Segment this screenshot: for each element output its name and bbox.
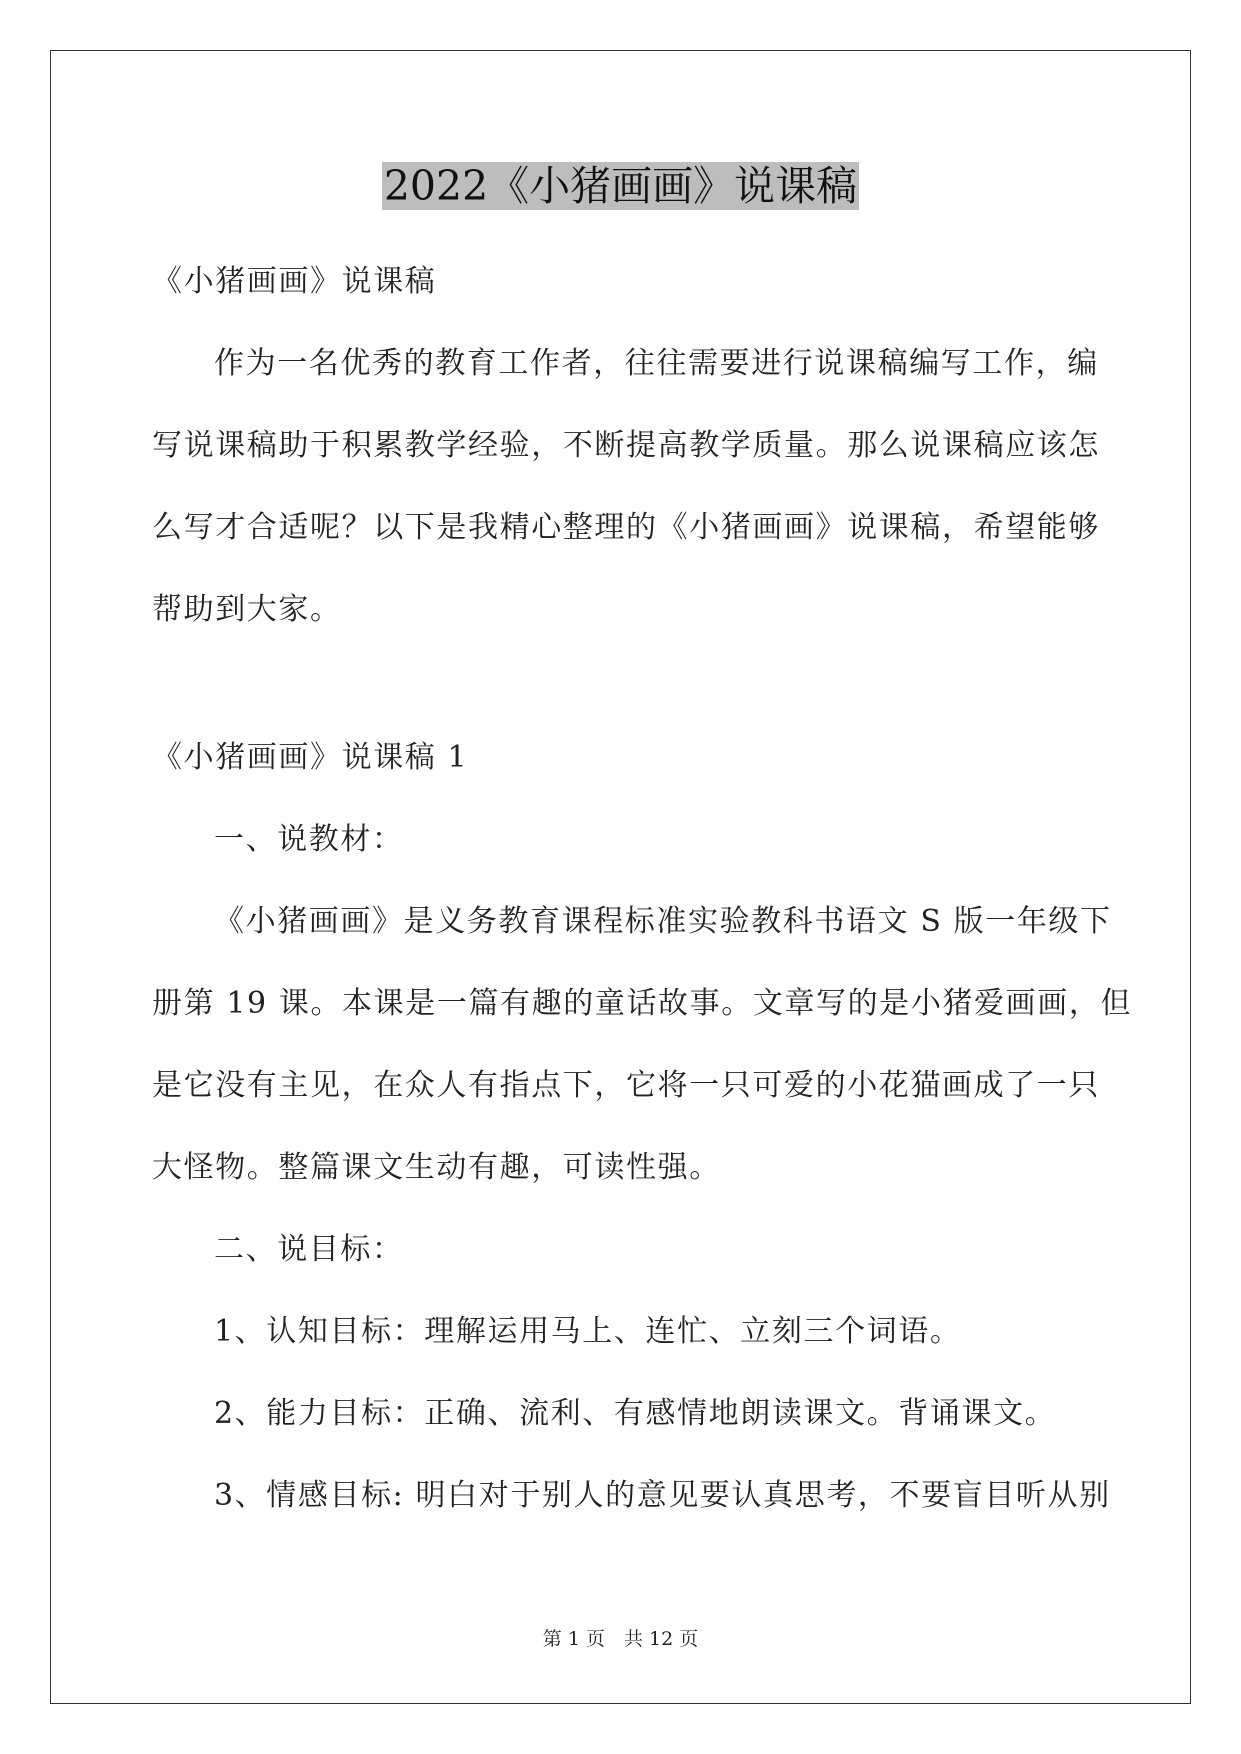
goal-item: 1、认知目标：理解运用马上、连忙、立刻三个词语。	[214, 1314, 962, 1349]
goal-item: 3、情感目标: 明白对于别人的意见要认真思考，不要盲目听从别	[214, 1478, 1111, 1513]
intro-line: 作为一名优秀的教育工作者，往往需要进行说课稿编写工作，编	[214, 346, 1099, 381]
goal-item: 2、能力目标：正确、流利、有感情地朗读课文。背诵课文。	[214, 1396, 1057, 1431]
part1-line: 《小猪画画》是义务教育课程标准实验教科书语文 S 版一年级下	[214, 904, 1112, 939]
part1-title: 一、说教材：	[214, 822, 404, 857]
part1-line: 册第 19 课。本课是一篇有趣的童话故事。文章写的是小猪爱画画，但	[152, 986, 1133, 1021]
intro-line: 写说课稿助于积累教学经验，不断提高教学质量。那么说课稿应该怎	[152, 428, 1100, 463]
page-footer: 第 1 页 共 12 页	[542, 1628, 699, 1650]
part1-line: 是它没有主见，在众人有指点下，它将一只可爱的小花猫画成了一只	[152, 1068, 1100, 1103]
document-body	[152, 241, 1133, 1537]
section-gap	[152, 651, 1092, 717]
intro-heading: 《小猪画画》说课稿	[152, 264, 437, 299]
section-heading: 《小猪画画》说课稿 1	[152, 740, 469, 775]
part1-line: 大怪物。整篇课文生动有趣，可读性强。	[152, 1150, 721, 1185]
document-title	[0, 158, 1241, 214]
intro-line: 帮助到大家。	[152, 592, 342, 627]
intro-line: 么写才合适呢？以下是我精心整理的《小猪画画》说课稿，希望能够	[152, 510, 1100, 545]
title-text: 2022《小猪画画》说课稿	[383, 162, 858, 210]
part2-title: 二、说目标：	[214, 1232, 404, 1267]
